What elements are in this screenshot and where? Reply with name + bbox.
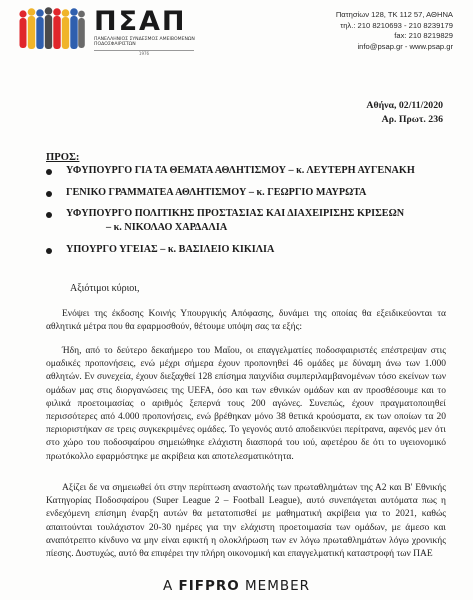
footer-brand: FIFPRO (178, 578, 240, 594)
body-paragraph-intro: Ενόψει της έκδοσης Κοινής Υπουργικής Απόφασης, δυνάμει της οποίας θα εξειδικεύονται τα αθλητικά μέτρα που θα εφαρμοσθούν, θέτουμε υπόψη σας τα εξής: (46, 309, 446, 333)
brand-block (94, 8, 204, 56)
recipients-list (46, 164, 446, 264)
bullet-icon (46, 169, 52, 175)
logo-figure-group (19, 7, 85, 49)
recipient-line: ΥΦΥΠΟΥΡΓΟ ΠΟΛΙΤΙΚΗΣ ΠΡΟΣΤΑΣΙΑΣ ΚΑΙ ΔΙΑΧΕΙΡΙΣΗΣ ΚΡΙΣΕΩΝ (66, 208, 405, 219)
bullet-icon (46, 248, 52, 254)
recipient-line-continued: – κ. ΝΙΚΟΛΑΟ ΧΑΡΔΑΛΙΑ (106, 222, 228, 233)
psap-logo-icon (17, 6, 87, 52)
letter-date: Αθήνα, 02/11/2020 (366, 100, 443, 111)
contact-address: Πατησίων 128, ΤΚ 112 57, ΑΘΗΝΑ (335, 10, 453, 19)
recipient-line: ΓΕΝΙΚΟ ΓΡΑΜΜΑΤΕΑ ΑΘΛΗΤΙΣΜΟΥ – κ. ΓΕΩΡΓΙΟ ΜΑΥΡΩΤΑ (66, 186, 367, 198)
bullet-icon (46, 212, 52, 218)
salutation: Αξιότιμοι κύριοι, (70, 283, 140, 294)
brand-year: 1976 (138, 50, 150, 56)
date-block (366, 99, 443, 127)
to-label: ΠΡΟΣ: (46, 152, 80, 163)
body-paragraph-leagues: Αξίζει δε να σημειωθεί ότι στην περίπτωση αναστολής των πρωταθλημάτων της Α2 και Β' Εθνικής Κατηγορίας Ποδοσφαίρου (Super League 2 – Football League), αυτό συνεπάγεται αυτόματα πως η ενδεχόμενη επίσημη έναρξη αυτών θα μετατοπισθεί με μαθηματική ακρίβεια για το 2021, καθώς απαιτούνται τουλάχιστον 20-30 ημέρες για την ελάχιστη προετοιμασία των ομάδων, με άμεσο και αναπότρεπτο κίνδυνο να μην είναι εφικτή η ολοκλήρωση των εν λόγω πρωταθλημάτων λόγω χρονικής πίεσης. Δυστυχώς, αυτό θα επιφέρει την πλήρη οικονομική και επαγγελματική καταστροφή των ΠΑΕ (46, 483, 446, 560)
recipient-item (46, 164, 446, 178)
recipient-line: ΥΠΟΥΡΓΟ ΥΓΕΙΑΣ – κ. ΒΑΣΙΛΕΙΟ ΚΙΚΙΛΙΑ (66, 243, 275, 255)
recipient-line: ΥΦΥΠΟΥΡΓΟ ΓΙΑ ΤΑ ΘΕΜΑΤΑ ΑΘΛΗΤΙΣΜΟΥ – κ. ΛΕΥΤΕΡΗ ΑΥΓΕΝΑΚΗ (66, 165, 415, 176)
contact-fax: fax: 210 8219829 (394, 31, 453, 40)
brand-name: ΠΣΑΠ (94, 6, 187, 37)
brand-subtitle: ΠΑΝΕΛΛΗΝΙΟΣ ΣΥΝΔΕΣΜΟΣ ΑΜΕΙΒΟΜΕΝΩΝ ΠΟΔΟΣΦΑΙΡΙΣΤΩΝ (94, 37, 195, 48)
contact-phone: τηλ.: 210 8210693 - 210 8239179 (340, 20, 453, 30)
footer-suffix: MEMBER (245, 578, 311, 594)
contact-email-web[interactable]: info@psap.gr - www.psap.gr (357, 41, 453, 51)
footer-prefix: A (162, 578, 174, 594)
protocol-number: Αρ. Πρωτ. 236 (381, 114, 443, 125)
contact-block (336, 10, 453, 52)
fifpro-member-footer (0, 578, 473, 594)
recipient-item (46, 243, 446, 257)
bullet-icon (46, 191, 52, 197)
recipient-item (46, 186, 446, 200)
body-paragraph-training: Ήδη, από το δεύτερο δεκαήμερο του Μαΐου, οι επαγγελματίες ποδοσφαιριστές επέστρεψαν στις ομαδικές προπονήσεις, ενώ μέχρι σήμερα έχουν προπονηθεί 46 ομάδες με δύναμη άνω των 1.000 αθλητών. Εν συνεχεία, έχουν διεξαχθεί 128 επίσημα παιχνίδια συμπεριλαμβανομένων τόσο εκείνων των ομάδων μας στις διοργανώσεις της UEFA, όσο και των εθνικών ομάδων και αν προσθέσουμε και το φιλικά προετοιμασίας ο αριθμός ξεπερνά τους 200 αγώνες. Συνεπώς, έχουν πραγματοποιηθεί περισσότερες από 4.000 προπονήσεις, ενώ βρέθηκαν μόνο 38 θετικά κρούσματα, εκ των οποίων τα 20 περιοριστήκαν σε τρεις συγκεκριμένες ομάδες. Το γεγονός αυτό αποδεικνύει περίτρανα, αφενός μεν ότι στο χώρο του ποδοσφαίρου σημειώθηκε ελάχιστη διασπορά του ιού, αφετέρου δε ότι το υγειονομικό πρωτόκολλο εφαρμόστηκε με ακρίβεια και αποτελεσματικότητα. (46, 346, 446, 462)
recipient-item (46, 207, 446, 235)
